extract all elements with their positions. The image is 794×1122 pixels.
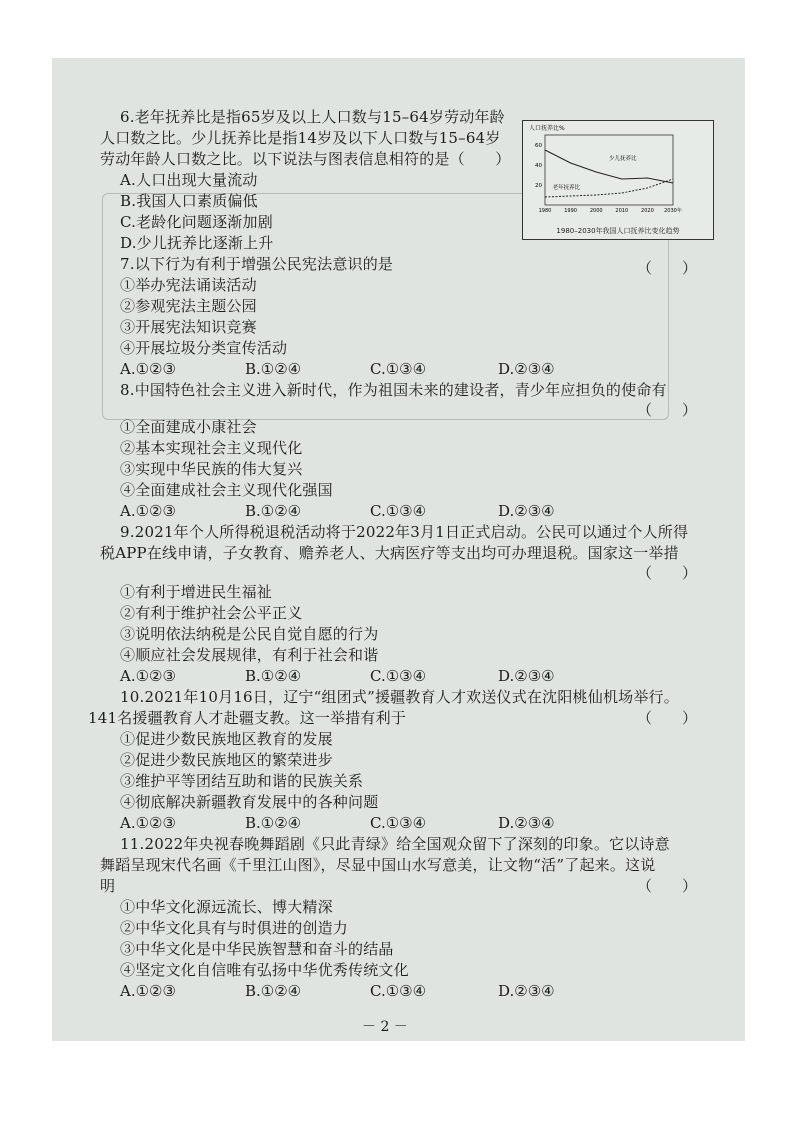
q11-line-3: 明 xyxy=(100,877,116,895)
q11-choice-b: B.①②④ xyxy=(245,982,302,1000)
q8-item-3: ③实现中华民族的伟大复兴 xyxy=(120,460,303,478)
q7-stem: 7.以下行为有利于增强公民宪法意识的是 xyxy=(120,255,394,273)
q11-item-2: ②中华文化具有与时俱进的创造力 xyxy=(120,919,349,937)
q8-item-4: ④全面建成社会主义现代化强国 xyxy=(120,481,333,499)
q8-stem: 8.中国特色社会主义进入新时代，作为祖国未来的建设者，青少年应担负的使命有 xyxy=(120,381,667,399)
q9-answer-paren: （ ） xyxy=(637,564,698,582)
chart-x-tick-label: 1990 xyxy=(564,208,577,214)
q6-option-c: C.老龄化问题逐渐加剧 xyxy=(120,213,273,231)
q7-item-3: ③开展宪法知识竞赛 xyxy=(120,318,257,336)
chart-y-tick-label: 60 xyxy=(535,143,542,149)
page-number: － 2 － xyxy=(362,1019,408,1035)
q8-item-2: ②基本实现社会主义现代化 xyxy=(120,439,303,457)
q11-item-4: ④坚定文化自信唯有弘扬中华优秀传统文化 xyxy=(120,961,409,979)
chart-series-label-child: 少儿抚养比 xyxy=(609,156,637,162)
chart-plot xyxy=(523,121,713,221)
q7-choice-b: B.①②④ xyxy=(245,360,302,378)
q8-choice-a: A.①②③ xyxy=(120,502,176,520)
chart-y-axis-label: 人口抚养比% xyxy=(529,125,565,132)
q7-answer-paren: （ ） xyxy=(637,259,698,277)
chart-x-tick-label: 2030年 xyxy=(664,208,682,214)
q8-choice-d: D.②③④ xyxy=(498,502,555,520)
q10-choice-b: B.①②④ xyxy=(245,814,302,832)
q8-choice-c: C.①③④ xyxy=(370,502,427,520)
q9-item-1: ①有利于增进民生福祉 xyxy=(120,583,273,601)
chart-x-tick-label: 2000 xyxy=(589,208,603,214)
q10-choice-a: A.①②③ xyxy=(120,814,176,832)
q9-choice-b: B.①②④ xyxy=(245,667,302,685)
q6-option-b: B.我国人口素质偏低 xyxy=(120,192,258,210)
chart-y-tick-label: 20 xyxy=(535,183,542,189)
q11-choice-d: D.②③④ xyxy=(498,982,555,1000)
q6-line-1: 6.老年抚养比是指65岁及以上人口数与15–64岁劳动年龄 xyxy=(120,108,505,126)
exam-page xyxy=(52,58,745,1041)
q11-item-3: ③中华文化是中华民族智慧和奋斗的结晶 xyxy=(120,940,394,958)
q7-item-2: ②参观宪法主题公园 xyxy=(120,297,257,315)
q6-line-2: 人口数之比。少儿抚养比是指14岁及以下人口数与15–64岁 xyxy=(100,129,501,147)
chart-x-tick-label: 2010 xyxy=(615,208,629,214)
q9-item-3: ③说明依法纳税是公民自觉自愿的行为 xyxy=(120,625,379,643)
chart-series-label-old: 老年抚养比 xyxy=(552,185,581,191)
q11-choice-c: C.①③④ xyxy=(370,982,427,1000)
q10-choice-c: C.①③④ xyxy=(370,814,427,832)
q11-item-1: ①中华文化源远流长、博大精深 xyxy=(120,898,333,916)
chart-series-line xyxy=(545,150,673,183)
q7-choice-d: D.②③④ xyxy=(498,360,555,378)
q9-line-1: 9.2021年个人所得税退税活动将于2022年3月1日正式启动。公民可以通过个人所得 xyxy=(120,523,689,541)
chart-caption: 1980–2030年我国人口抚养比变化趋势 xyxy=(556,227,680,235)
q10-item-1: ①促进少数民族地区教育的发展 xyxy=(120,730,333,748)
q10-item-3: ③维护平等团结互助和谐的民族关系 xyxy=(120,772,364,790)
q11-answer-paren: （ ） xyxy=(637,877,698,895)
q9-line-2: 税APP在线申请，子女教育、赡养老人、大病医疗等支出均可办理退税。国家这一举措 xyxy=(100,544,679,562)
q7-choice-c: C.①③④ xyxy=(370,360,427,378)
q11-line-1: 11.2022年央视春晚舞蹈剧《只此青绿》给全国观众留下了深刻的印象。它以诗意 xyxy=(120,835,670,853)
q8-choice-b: B.①②④ xyxy=(245,502,302,520)
q10-answer-paren: （ ） xyxy=(637,709,698,727)
q6-line-3: 劳动年龄人口数之比。以下说法与图表信息相符的是（ ） xyxy=(100,150,511,168)
q10-choice-d: D.②③④ xyxy=(498,814,555,832)
q6-option-a: A.人口出现大量流动 xyxy=(120,171,258,189)
q11-line-2: 舞蹈呈现宋代名画《千里江山图》，尽显中国山水写意美，让文物“活”了起来。这说 xyxy=(100,856,656,874)
q9-item-4: ④顺应社会发展规律，有利于社会和谐 xyxy=(120,646,379,664)
q9-choice-c: C.①③④ xyxy=(370,667,427,685)
chart-x-tick-label: 2020 xyxy=(641,208,654,214)
chart-x-tick-label: 1980 xyxy=(538,208,552,214)
q11-choice-a: A.①②③ xyxy=(120,982,176,1000)
q9-choice-a: A.①②③ xyxy=(120,667,176,685)
q8-answer-paren: （ ） xyxy=(637,401,698,419)
q6-option-d: D.少儿抚养比逐渐上升 xyxy=(120,234,274,252)
q9-item-2: ②有利于维护社会公平正义 xyxy=(120,604,303,622)
q10-line-1: 10.2021年10月16日，辽宁“组团式”援疆教育人才欢送仪式在沈阳桃仙机场举行。 xyxy=(120,688,679,706)
q10-item-2: ②促进少数民族地区的繁荣进步 xyxy=(120,751,333,769)
chart-y-tick-label: 40 xyxy=(535,163,542,169)
q9-choice-d: D.②③④ xyxy=(498,667,555,685)
q7-choice-a: A.①②③ xyxy=(120,360,176,378)
q7-item-1: ①举办宪法诵读活动 xyxy=(120,276,257,294)
q7-item-4: ④开展垃圾分类宣传活动 xyxy=(120,339,288,357)
q8-item-1: ①全面建成小康社会 xyxy=(120,418,257,436)
q10-line-2: 141名援疆教育人才赴疆支教。这一举措有利于 xyxy=(88,709,407,727)
dependency-ratio-chart xyxy=(522,120,714,240)
q10-item-4: ④彻底解决新疆教育发展中的各种问题 xyxy=(120,793,379,811)
